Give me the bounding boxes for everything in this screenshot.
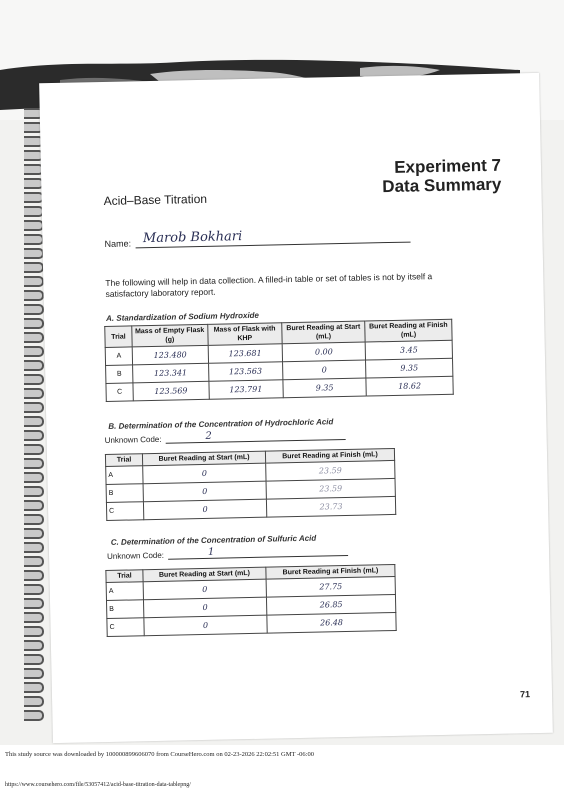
header-cell: Buret Reading at Finish (mL) bbox=[265, 448, 394, 463]
handwritten-value: 26.85 bbox=[319, 600, 343, 610]
name-value: Marob Bokhari bbox=[142, 229, 243, 247]
header-cell: Trial bbox=[105, 454, 142, 467]
handwritten-value: 23.59 bbox=[319, 484, 343, 494]
page-subtitle: Acid–Base Titration bbox=[103, 191, 208, 208]
page-number: 71 bbox=[519, 689, 531, 700]
unknown-code-field[interactable] bbox=[168, 545, 348, 560]
download-note: This study source was downloaded by 100000899606070 from CourseHero.com on 02-23-2026 22:02:51 GMT -06:00 bbox=[5, 751, 314, 758]
trial-cell: A bbox=[106, 582, 143, 601]
trial-cell: B bbox=[106, 600, 143, 619]
data-cell[interactable] bbox=[133, 363, 209, 383]
source-url[interactable]: https://www.coursehero.com/file/53057412/acid-base-titration-data-tablepng/ bbox=[5, 782, 191, 788]
handwritten-value: 123.480 bbox=[153, 350, 187, 360]
experiment-heading bbox=[382, 156, 502, 196]
handwritten-value: 27.75 bbox=[319, 582, 343, 592]
unknown-code-value: 2 bbox=[205, 430, 212, 442]
handwritten-value: 123.563 bbox=[228, 366, 263, 377]
data-cell[interactable] bbox=[366, 376, 453, 396]
data-cell[interactable] bbox=[365, 340, 452, 360]
handwritten-value: 0.00 bbox=[314, 347, 333, 357]
header-cell: Mass of Empty Flask (g) bbox=[132, 324, 208, 347]
data-cell[interactable] bbox=[208, 362, 283, 382]
unknown-code-row-c bbox=[107, 545, 348, 561]
header-cell: Trial bbox=[106, 570, 143, 583]
unknown-code-field[interactable] bbox=[165, 429, 345, 444]
handwritten-value: 0 bbox=[202, 584, 208, 595]
handwritten-value: 23.59 bbox=[318, 466, 342, 476]
table-a bbox=[104, 319, 454, 402]
handwritten-value: 0 bbox=[202, 504, 208, 514]
header-cell: Buret Reading at Start (mL) bbox=[282, 321, 366, 344]
handwritten-value: 0 bbox=[202, 486, 208, 496]
data-cell[interactable] bbox=[266, 496, 395, 517]
intro-text: The following will help in data collection. A filled-in table or set of tables is not by itself a satisfactory laboratory report. bbox=[105, 271, 433, 299]
data-summary-title: Data Summary bbox=[382, 174, 502, 197]
data-cell[interactable] bbox=[133, 381, 209, 401]
handwritten-value: 18.62 bbox=[398, 381, 422, 391]
data-cell[interactable] bbox=[267, 612, 396, 633]
trial-cell: C bbox=[106, 502, 143, 521]
unknown-code-label: Unknown Code: bbox=[104, 434, 162, 446]
handwritten-value: 123.569 bbox=[154, 386, 188, 396]
name-label: Name: bbox=[104, 238, 132, 249]
header-cell: Buret Reading at Finish (mL) bbox=[365, 319, 452, 342]
handwritten-value: 123.341 bbox=[153, 368, 188, 378]
trial-cell: B bbox=[106, 365, 133, 384]
name-row bbox=[104, 228, 410, 249]
header-cell: Mass of Flask with KHP bbox=[207, 323, 282, 346]
header-cell: Buret Reading at Finish (mL) bbox=[266, 564, 395, 579]
unknown-code-value: 1 bbox=[207, 546, 215, 558]
data-cell[interactable] bbox=[366, 358, 453, 378]
handwritten-value: 0 bbox=[202, 602, 208, 612]
name-field[interactable] bbox=[135, 228, 410, 249]
data-cell[interactable] bbox=[209, 380, 284, 400]
unknown-code-row-b bbox=[105, 429, 346, 445]
handwritten-value: 0 bbox=[201, 468, 207, 478]
handwritten-value: 3.45 bbox=[399, 345, 418, 355]
data-cell[interactable] bbox=[282, 360, 366, 380]
unknown-code-label: Unknown Code: bbox=[106, 550, 165, 561]
trial-cell: A bbox=[105, 347, 132, 366]
table-c bbox=[105, 564, 396, 637]
section-a-heading: A. Standardization of Sodium Hydroxide bbox=[105, 310, 260, 323]
trial-cell: A bbox=[106, 466, 143, 485]
handwritten-value: 23.73 bbox=[319, 502, 343, 512]
experiment-title: Experiment 7 bbox=[394, 155, 502, 177]
data-cell[interactable] bbox=[282, 342, 366, 362]
handwritten-value: 123.791 bbox=[229, 384, 263, 395]
worksheet-page bbox=[39, 73, 553, 743]
trial-cell: C bbox=[107, 618, 144, 637]
handwritten-value: 0 bbox=[202, 620, 209, 630]
table-b bbox=[105, 448, 396, 521]
trial-cell: C bbox=[106, 383, 133, 402]
handwritten-value: 9.35 bbox=[315, 383, 334, 393]
trial-cell: B bbox=[106, 484, 143, 503]
section-c-heading: C. Determination of the Concentration of Sulfuric Acid bbox=[110, 533, 317, 547]
section-b-heading: B. Determination of the Concentration of Hydrochloric Acid bbox=[108, 417, 334, 431]
data-cell[interactable] bbox=[208, 344, 283, 364]
header-cell: Buret Reading at Start (mL) bbox=[142, 451, 265, 466]
data-cell[interactable] bbox=[283, 378, 367, 398]
header-cell: Trial bbox=[105, 326, 132, 348]
data-cell[interactable] bbox=[132, 345, 208, 365]
handwritten-value: 123.681 bbox=[228, 348, 262, 359]
handwritten-value: 0 bbox=[321, 365, 327, 375]
header-cell: Buret Reading at Start (mL) bbox=[143, 567, 266, 582]
data-cell[interactable] bbox=[144, 615, 267, 636]
handwritten-value: 26.48 bbox=[319, 618, 344, 628]
handwritten-value: 9.35 bbox=[400, 363, 419, 373]
data-cell[interactable] bbox=[143, 499, 266, 520]
